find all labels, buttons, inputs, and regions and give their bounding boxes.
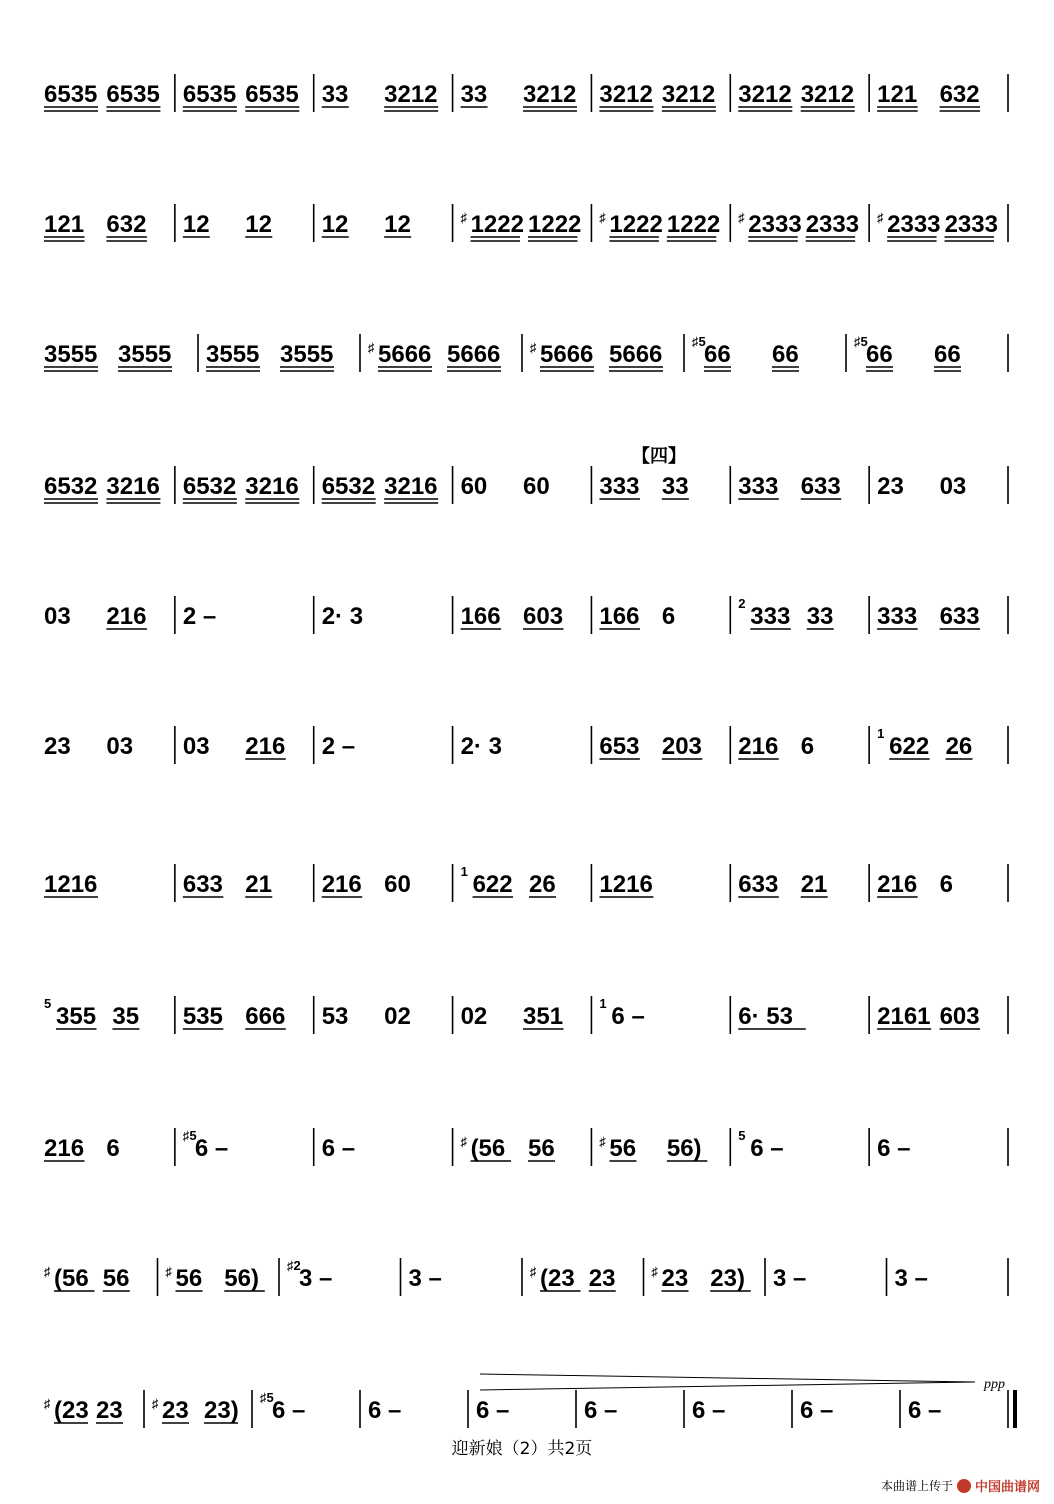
note-group: 21 (245, 871, 272, 898)
grace-note: ♯2 (287, 1258, 301, 1273)
sharp-sign: ♯ (530, 1264, 537, 1279)
note-group: 1222 (609, 211, 663, 238)
note-group: 2333 (748, 211, 802, 238)
note-group: 3212 (800, 81, 855, 108)
note-group: 6 – (321, 1135, 356, 1162)
section-marker: 【四】 (632, 446, 686, 467)
sharp-sign: ♯ (44, 1264, 51, 1279)
note-group: 3555 (118, 341, 172, 368)
note-group: 23 (96, 1397, 123, 1424)
note-group: 622 (889, 733, 930, 760)
note-group: 333 (877, 603, 918, 630)
note-group: 3555 (44, 341, 98, 368)
note-group: 3555 (206, 341, 260, 368)
note-group: 632 (939, 81, 980, 108)
note-group: 3 – (773, 1265, 807, 1292)
note-group: (56 (54, 1265, 89, 1292)
site-name: 中国曲谱网 (974, 1480, 1040, 1495)
note-group: 6532 (321, 473, 376, 500)
note-group: 6 – (368, 1397, 402, 1424)
note-group: 6 – (750, 1135, 784, 1162)
note-group: 26 (945, 733, 973, 760)
grace-note: ♯5 (182, 1128, 197, 1143)
note-group: 33 (806, 603, 834, 630)
note-group: 1222 (666, 211, 721, 238)
grace-note: 1 (877, 726, 885, 741)
grace-note: ♯5 (260, 1390, 274, 1405)
note-group: 6 – (877, 1135, 911, 1162)
note-group: 603 (523, 603, 564, 630)
grace-note: ♯5 (854, 334, 868, 349)
note-group: 56 (175, 1265, 203, 1292)
note-group: (56 (470, 1135, 506, 1162)
note-group: 2 – (182, 603, 217, 630)
note-group: 66 (866, 341, 893, 368)
note-group: 02 (460, 1003, 488, 1030)
note-group: 5666 (447, 341, 501, 368)
note-group: 23 (661, 1265, 689, 1292)
note-group: 1216 (599, 871, 653, 898)
note-group: 60 (523, 473, 550, 500)
note-group: 03 (182, 733, 210, 760)
site-credit (881, 1476, 1040, 1495)
note-group: 66 (934, 341, 961, 368)
note-group: 216 (44, 1135, 85, 1162)
site-logo-icon (957, 1479, 971, 1493)
note-group: 333 (738, 473, 779, 500)
note-group: 203 (661, 733, 702, 760)
note-group: 5666 (540, 341, 594, 368)
note-group: 3216 (106, 473, 160, 500)
grace-note: 1 (599, 996, 607, 1011)
note-group: 351 (523, 1003, 564, 1030)
note-group: 3 – (894, 1265, 928, 1292)
page-footer (0, 1434, 1054, 1459)
sharp-sign: ♯ (44, 1396, 51, 1411)
note-group: 216 (245, 733, 286, 760)
sharp-sign: ♯ (165, 1264, 172, 1279)
sharp-sign: ♯ (460, 210, 468, 225)
note-group: 166 (599, 603, 640, 630)
note-group: 03 (44, 603, 71, 630)
note-group: 653 (599, 733, 640, 760)
note-group: 633 (800, 473, 841, 500)
note-group: 23 (44, 733, 71, 760)
sharp-sign: ♯ (368, 340, 375, 355)
grace-note: ♯5 (692, 334, 706, 349)
note-group: 03 (939, 473, 967, 500)
note-group: 33 (661, 473, 689, 500)
note-group: 12 (384, 211, 411, 238)
note-group: 6535 (245, 81, 299, 108)
footer-title: 迎新娘（2）共2页 (451, 1439, 593, 1459)
note-group: 535 (182, 1003, 223, 1030)
note-group: 3216 (245, 473, 299, 500)
note-group: 6 (661, 603, 676, 630)
sharp-sign: ♯ (738, 210, 745, 225)
note-group: 23 (162, 1397, 189, 1424)
sharp-sign: ♯ (877, 210, 884, 225)
note-group: 633 (738, 871, 779, 898)
note-group: 3 – (299, 1265, 333, 1292)
note-group: 1222 (470, 211, 524, 238)
note-group: 2· 3 (460, 733, 502, 760)
note-group: 6· 53 (738, 1003, 793, 1030)
note-group: 3212 (738, 81, 792, 108)
note-group: 60 (460, 473, 488, 500)
sharp-sign: ♯ (651, 1264, 658, 1279)
note-group: 35 (112, 1003, 140, 1030)
note-group: 6 – (476, 1397, 510, 1424)
note-group: 3212 (384, 81, 438, 108)
note-group: (23 (54, 1397, 89, 1424)
note-group: 666 (245, 1003, 286, 1030)
note-group: 12 (321, 211, 349, 238)
note-group: 2333 (805, 211, 860, 238)
note-group: 1216 (44, 871, 98, 898)
decrescendo-line (480, 1374, 975, 1382)
note-group: 121 (877, 81, 918, 108)
note-group: 6 – (194, 1135, 229, 1162)
sharp-sign: ♯ (599, 1134, 606, 1149)
note-group: 6 – (584, 1397, 618, 1424)
note-group: 6532 (182, 473, 237, 500)
note-group: 56 (102, 1265, 130, 1292)
note-group: 6 – (272, 1397, 306, 1424)
credit-text: 本曲谱上传于 (880, 1479, 953, 1493)
note-group: 56) (224, 1265, 259, 1292)
note-group: 56 (609, 1135, 637, 1162)
note-group: 2333 (944, 211, 998, 238)
note-group: 66 (772, 341, 799, 368)
note-group: 5666 (378, 341, 432, 368)
note-group: 6532 (44, 473, 98, 500)
note-group: 21 (800, 871, 828, 898)
note-group: 60 (384, 871, 411, 898)
note-group: 355 (56, 1003, 97, 1030)
note-group: 6 (800, 733, 815, 760)
note-group: 622 (472, 871, 513, 898)
note-group: 216 (738, 733, 779, 760)
note-group: 6535 (182, 81, 237, 108)
note-group: 12 (245, 211, 272, 238)
note-group: 3555 (280, 341, 334, 368)
note-group: 2333 (887, 211, 941, 238)
sharp-sign: ♯ (152, 1396, 159, 1411)
note-group: 2161 (877, 1003, 931, 1030)
note-group: 56 (528, 1135, 555, 1162)
note-group: 3212 (661, 81, 716, 108)
grace-note: 1 (460, 864, 468, 879)
grace-note: 2 (738, 596, 746, 611)
note-group: 6 – (692, 1397, 726, 1424)
note-group: 33 (321, 81, 349, 108)
note-group: 2 – (321, 733, 356, 760)
note-group: 23 (877, 473, 904, 500)
decrescendo-line (480, 1382, 975, 1390)
note-group: 3 – (408, 1265, 442, 1292)
note-group: 33 (460, 81, 488, 108)
note-group: 02 (384, 1003, 411, 1030)
note-group: 23) (204, 1397, 239, 1424)
note-group: 03 (106, 733, 134, 760)
note-group: 53 (321, 1003, 349, 1030)
note-group: 66 (704, 341, 731, 368)
sharp-sign: ♯ (599, 210, 606, 225)
note-group: 2· 3 (321, 603, 364, 630)
note-group: 6 – (908, 1397, 942, 1424)
note-group: 5666 (609, 341, 663, 368)
note-group: 23 (588, 1265, 616, 1292)
note-group: 6 – (611, 1003, 645, 1030)
note-group: 1222 (528, 211, 582, 238)
note-group: 12 (182, 211, 210, 238)
grace-note: 5 (738, 1128, 746, 1143)
note-group: (23 (540, 1265, 575, 1292)
note-group: 56) (666, 1135, 702, 1162)
note-group: 6535 (106, 81, 160, 108)
note-group: 3216 (384, 473, 438, 500)
note-group: 633 (182, 871, 223, 898)
note-group: 333 (599, 473, 640, 500)
note-group: 216 (106, 603, 147, 630)
note-group: 166 (460, 603, 501, 630)
note-group: 333 (750, 603, 791, 630)
note-group: 216 (877, 871, 918, 898)
dynamic-marking: ppp (984, 1377, 1005, 1392)
note-group: 121 (44, 211, 85, 238)
sharp-sign: ♯ (530, 340, 537, 355)
note-group: 603 (939, 1003, 980, 1030)
note-group: 6 (106, 1135, 120, 1162)
note-group: 632 (106, 211, 147, 238)
note-group: 3212 (523, 81, 577, 108)
grace-note: 5 (44, 996, 52, 1011)
note-group: 216 (321, 871, 362, 898)
sharp-sign: ♯ (460, 1134, 468, 1149)
note-group: 3212 (599, 81, 653, 108)
note-group: 6 – (800, 1397, 834, 1424)
note-group: 6 (939, 871, 953, 898)
note-group: 633 (939, 603, 980, 630)
note-group: 23) (710, 1265, 745, 1292)
note-group: 6535 (44, 81, 98, 108)
note-group: 26 (529, 871, 556, 898)
